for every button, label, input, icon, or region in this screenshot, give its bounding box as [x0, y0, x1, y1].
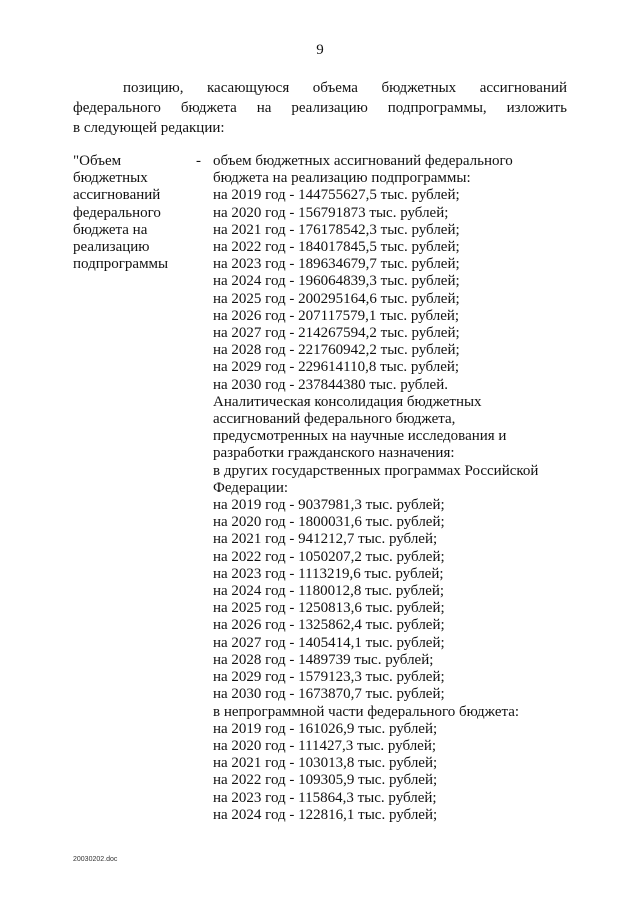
- budget-line: на 2026 год - 207117579,1 тыс. рублей;: [213, 307, 460, 324]
- intro-word: ассигнований: [479, 80, 567, 96]
- subprogram-label: [73, 153, 193, 273]
- intro-word: изложить: [506, 100, 567, 116]
- budget-line: на 2022 год - 184017845,5 тыс. рублей;: [213, 239, 460, 256]
- budget-line: на 2021 год - 103013,8 тыс. рублей;: [213, 755, 438, 772]
- intro-word: реализацию: [291, 100, 368, 116]
- budget-line: объем бюджетных ассигнований федерального: [213, 153, 513, 169]
- budget-line: разработки гражданского назначения:: [213, 445, 455, 462]
- label-line: реализацию: [73, 239, 150, 256]
- budget-line: на 2022 год - 109305,9 тыс. рублей;: [213, 772, 438, 789]
- budget-line: на 2029 год - 1579123,3 тыс. рублей;: [213, 669, 445, 686]
- budget-line: на 2022 год - 1050207,2 тыс. рублей;: [213, 548, 445, 565]
- budget-line: на 2028 год - 221760942,2 тыс. рублей;: [213, 342, 460, 359]
- budget-line: в непрограммной части федерального бюджета:: [213, 703, 520, 720]
- budget-line: на 2021 год - 176178542,3 тыс. рублей;: [213, 221, 460, 238]
- label-line: ассигнований: [73, 187, 161, 204]
- budget-line: на 2029 год - 229614110,8 тыс. рублей;: [213, 359, 460, 376]
- intro-word: подпрограммы,: [387, 100, 487, 116]
- label-line: бюджета на: [73, 221, 148, 238]
- page-number: 9: [316, 42, 324, 58]
- label-line: подпрограммы: [73, 256, 169, 273]
- intro-line-2: [73, 98, 567, 118]
- budget-line: предусмотренных на научные исследования и: [213, 428, 507, 445]
- intro-word: касающуюся: [207, 80, 290, 96]
- budget-line: на 2023 год - 1113219,6 тыс. рублей;: [213, 565, 444, 582]
- budget-line: на 2027 год - 1405414,1 тыс. рублей;: [213, 634, 445, 651]
- document-filename: 20030202.doc: [73, 856, 118, 863]
- budget-line: на 2020 год - 111427,3 тыс. рублей;: [213, 737, 437, 754]
- intro-word: федерального: [73, 100, 161, 116]
- budget-line: на 2024 год - 1180012,8 тыс. рублей;: [213, 583, 445, 600]
- budget-line: ассигнований федерального бюджета,: [213, 411, 456, 428]
- budget-line: на 2030 год - 1673870,7 тыс. рублей;: [213, 686, 445, 703]
- budget-line: на 2023 год - 189634679,7 тыс. рублей;: [213, 256, 460, 273]
- intro-line-3: в следующей редакции:: [73, 120, 225, 136]
- intro-word: бюджета: [180, 100, 237, 116]
- intro-word: бюджетных: [381, 80, 457, 96]
- intro-word: позицию,: [123, 80, 184, 96]
- budget-line: в других государственных программах Российской: [213, 462, 539, 479]
- budget-allocations-text: [213, 153, 553, 824]
- label-line: федерального: [73, 204, 161, 221]
- budget-line: на 2025 год - 1250813,6 тыс. рублей;: [213, 600, 445, 617]
- budget-line: на 2019 год - 144755627,5 тыс. рублей;: [213, 187, 460, 204]
- budget-line: на 2023 год - 115864,3 тыс. рублей;: [213, 789, 437, 806]
- label-line: "Объем: [73, 153, 122, 169]
- budget-line: на 2030 год - 237844380 тыс. рублей.: [213, 376, 448, 393]
- budget-line: на 2024 год - 196064839,3 тыс. рублей;: [213, 273, 460, 290]
- budget-line: на 2027 год - 214267594,2 тыс. рублей;: [213, 325, 460, 342]
- budget-line: бюджета на реализацию подпрограммы:: [213, 170, 471, 187]
- intro-paragraph: [73, 78, 567, 138]
- dash-separator: -: [196, 153, 201, 169]
- budget-line: на 2020 год - 156791873 тыс. рублей;: [213, 204, 449, 221]
- label-line: бюджетных: [73, 170, 148, 187]
- budget-line: на 2021 год - 941212,7 тыс. рублей;: [213, 531, 438, 548]
- budget-line: на 2024 год - 122816,1 тыс. рублей;: [213, 806, 438, 823]
- budget-line: на 2026 год - 1325862,4 тыс. рублей;: [213, 617, 445, 634]
- budget-line: Аналитическая консолидация бюджетных: [213, 393, 482, 410]
- budget-line: на 2028 год - 1489739 тыс. рублей;: [213, 651, 434, 668]
- intro-word: объема: [312, 80, 358, 96]
- budget-line: на 2025 год - 200295164,6 тыс. рублей;: [213, 290, 460, 307]
- budget-line: на 2019 год - 9037981,3 тыс. рублей;: [213, 497, 445, 514]
- budget-line: на 2020 год - 1800031,6 тыс. рублей;: [213, 514, 445, 531]
- budget-line: Федерации:: [213, 479, 289, 496]
- intro-word: на: [256, 100, 272, 116]
- budget-line: на 2019 год - 161026,9 тыс. рублей;: [213, 720, 438, 737]
- intro-line-1: [73, 78, 567, 98]
